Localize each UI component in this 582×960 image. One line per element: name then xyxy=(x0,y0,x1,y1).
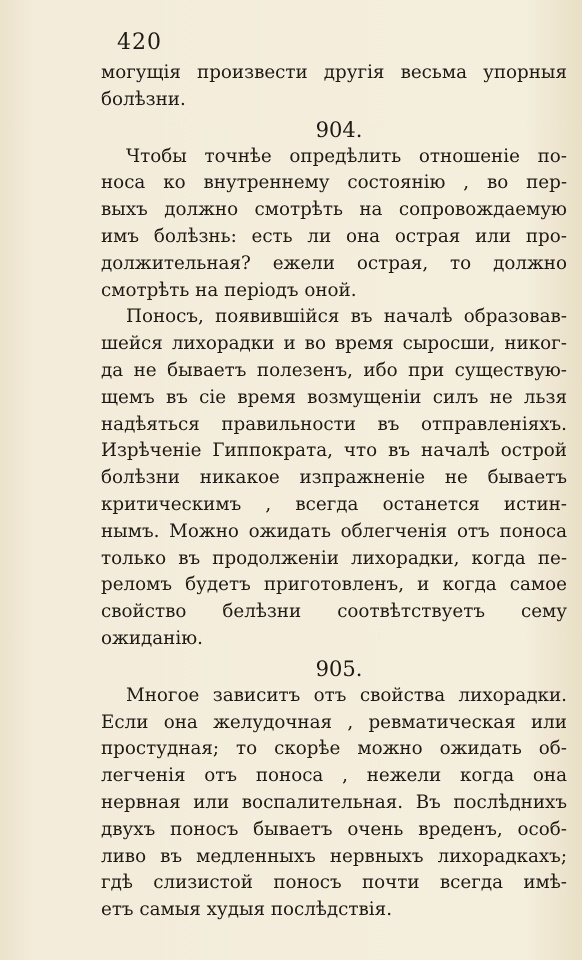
text-line: да не бываетъ полезенъ, ибо при существую- xyxy=(101,359,567,381)
text-line: критическимъ , всегда останется истин- xyxy=(101,493,567,515)
text-line: могущія произвести другія весьма упорныя xyxy=(101,62,567,83)
text-line: надѣяться правильности въ отправленіяхъ. xyxy=(101,413,567,435)
page-body-text xyxy=(101,60,567,924)
text-line: только въ продолженіи лихорадки, когда пе- xyxy=(101,547,567,569)
text-line: Если она желудочная , ревматическая или xyxy=(101,711,567,733)
text-line: нымъ. Можно ожидать облегченія отъ поноса xyxy=(101,520,567,542)
text-line: шейся лихорадки и во время сыросши, никог- xyxy=(101,333,567,355)
text-line: гдѣ слизистой поносъ почти всегда имѣ- xyxy=(101,872,567,894)
section-number: 905. xyxy=(315,656,363,681)
paragraph xyxy=(101,683,567,924)
text-line: Поносъ, появившійся въ началѣ образовав- xyxy=(126,306,567,328)
text-line: Чтобы точнѣе опредѣлить отношеніе по- xyxy=(126,145,567,167)
paragraph xyxy=(101,144,567,305)
text-line: Изрѣченіе Гиппократа, что въ началѣ острой xyxy=(101,440,567,462)
paragraph xyxy=(101,304,567,652)
text-line: болѣзни никакое изпражненіе не бываетъ xyxy=(101,467,567,489)
text-line: нервная или воспалительная. Въ послѣднихъ xyxy=(101,791,567,813)
paragraph xyxy=(101,60,567,114)
text-line: должительная? ежели острая, то должно xyxy=(101,252,567,274)
text-line: легченія отъ поноса , нежели когда она xyxy=(101,765,567,787)
text-line: двухъ поносъ бываетъ очень вреденъ, особ- xyxy=(101,818,567,840)
text-line: ливо въ медленныхъ нервныхъ лихорадкахъ; xyxy=(101,845,567,867)
text-line: простудная; то скорѣе можно ожидать об- xyxy=(101,738,567,760)
text-line: носа ко внутреннему состоянію , во пер- xyxy=(101,172,567,194)
text-line: имъ болѣзнь: есть ли она острая или про- xyxy=(101,225,567,247)
text-line: Многое зависитъ отъ свойства лихорадки. xyxy=(126,684,567,706)
section-number: 904. xyxy=(315,117,363,142)
text-line: свойство белѣзни соотвѣтствуетъ сему xyxy=(101,601,567,623)
text-line: смотрѣть на періодъ оной. xyxy=(101,279,357,301)
page-number: 420 xyxy=(117,30,162,55)
text-line: щемъ въ сіе время возмущеніи силъ не льзя xyxy=(101,386,567,408)
text-line: болѣзни. xyxy=(101,88,186,110)
text-line: ожиданію. xyxy=(101,627,203,649)
text-line: выхъ должно смотрѣть на сопровождаемую xyxy=(101,199,567,221)
text-line: етъ самыя худыя послѣдствія. xyxy=(101,899,393,921)
text-line: реломъ будетъ приготовленъ, и когда самое xyxy=(101,574,567,596)
